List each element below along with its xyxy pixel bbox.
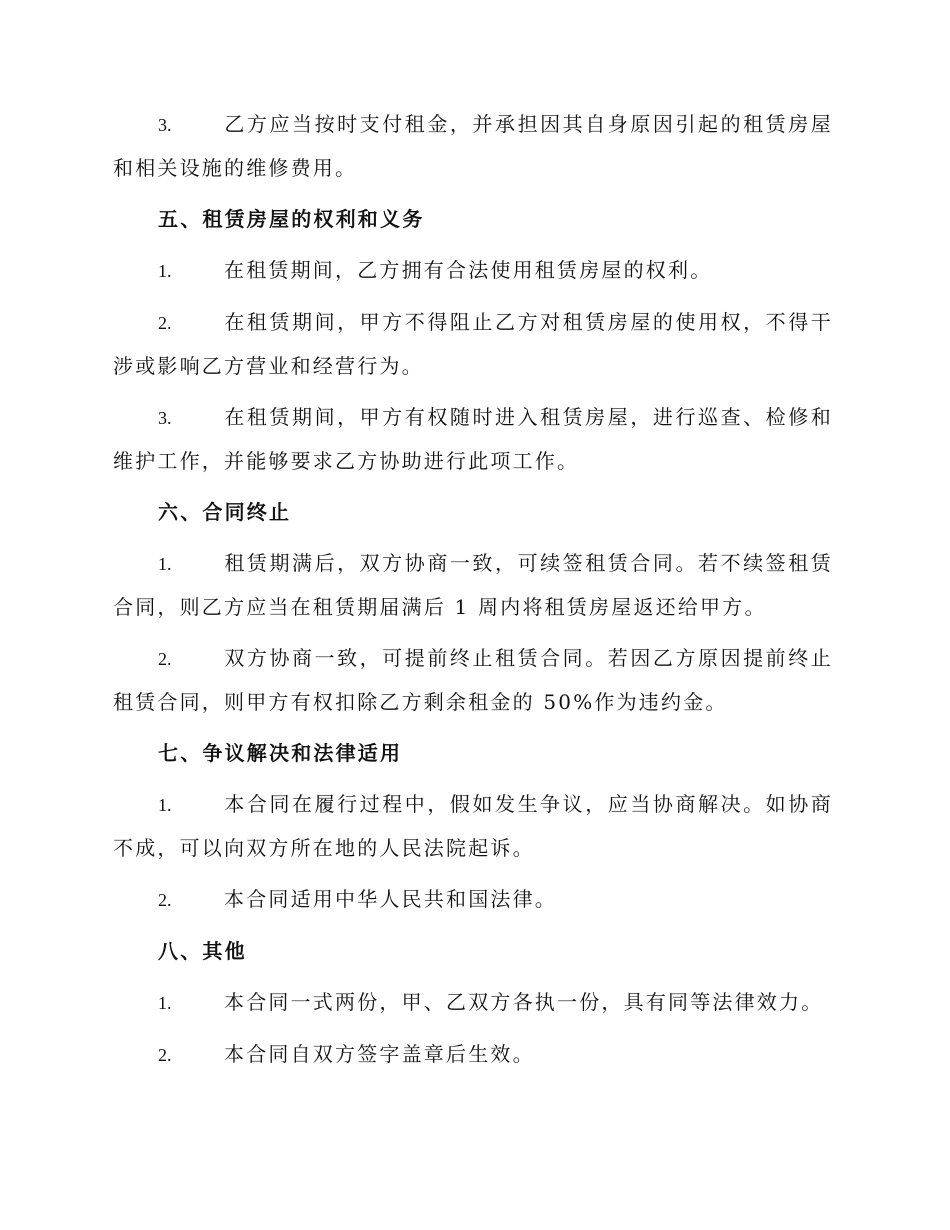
clause-text: 在租赁期间，乙方拥有合法使用租赁房屋的权利。	[224, 258, 713, 282]
clause-number: 1.	[158, 554, 172, 574]
clause-number: 2.	[158, 1045, 172, 1065]
clause-number: 2.	[158, 649, 172, 669]
clause-8-2	[113, 1033, 833, 1077]
clause-text: 本合同在履行过程中，假如发生争议，应当协商解决。如协商不成，可以向双方所在地的人民法院起诉。	[113, 792, 833, 860]
clause-number: 2.	[158, 890, 172, 910]
clause-text: 本合同一式两份，甲、乙双方各执一份，具有同等法律效力。	[224, 990, 824, 1014]
section-heading-8: 八、其他	[158, 939, 247, 963]
clause-number: 3.	[158, 115, 172, 135]
clause-text: 本合同适用中华人民共和国法律。	[224, 887, 557, 911]
clause-text: 双方协商一致，可提前终止租赁合同。若因乙方原因提前终止租赁合同，则甲方有权扣除乙方剩余租金的 50%作为违约金。	[113, 646, 833, 714]
clause-text: 在租赁期间，甲方有权随时进入租赁房屋，进行巡查、检修和维护工作，并能够要求乙方协助进行此项工作。	[113, 405, 833, 473]
contract-body	[113, 103, 833, 1085]
clause-number: 3.	[158, 408, 172, 428]
clause-6-2	[113, 637, 833, 724]
clause-6-1	[113, 542, 833, 629]
clause-number: 1.	[158, 795, 172, 815]
clause-7-2	[113, 878, 833, 922]
clause-text: 乙方应当按时支付租金，并承担因其自身原因引起的租赁房屋和相关设施的维修费用。	[113, 112, 833, 180]
clause-5-2	[113, 301, 833, 388]
clause-text: 本合同自双方签字盖章后生效。	[224, 1042, 535, 1066]
clause-text: 在租赁期间，甲方不得阻止乙方对租赁房屋的使用权，不得干涉或影响乙方营业和经营行为。	[113, 310, 833, 378]
clause-4-3	[113, 103, 833, 190]
clause-8-1	[113, 981, 833, 1025]
section-heading-7: 七、争议解决和法律适用	[158, 741, 403, 765]
section-heading-6: 六、合同终止	[158, 500, 292, 524]
clause-7-1	[113, 783, 833, 870]
clause-number: 2.	[158, 313, 172, 333]
clause-text: 租赁期满后，双方协商一致，可续签租赁合同。若不续签租赁合同，则乙方应当在租赁期届满后 1 周内将租赁房屋返还给甲方。	[113, 551, 833, 619]
clause-number: 1.	[158, 993, 172, 1013]
clause-number: 1.	[158, 261, 172, 281]
clause-5-3	[113, 396, 833, 483]
section-heading-5: 五、租赁房屋的权利和义务	[158, 207, 425, 231]
clause-5-1	[113, 249, 833, 293]
